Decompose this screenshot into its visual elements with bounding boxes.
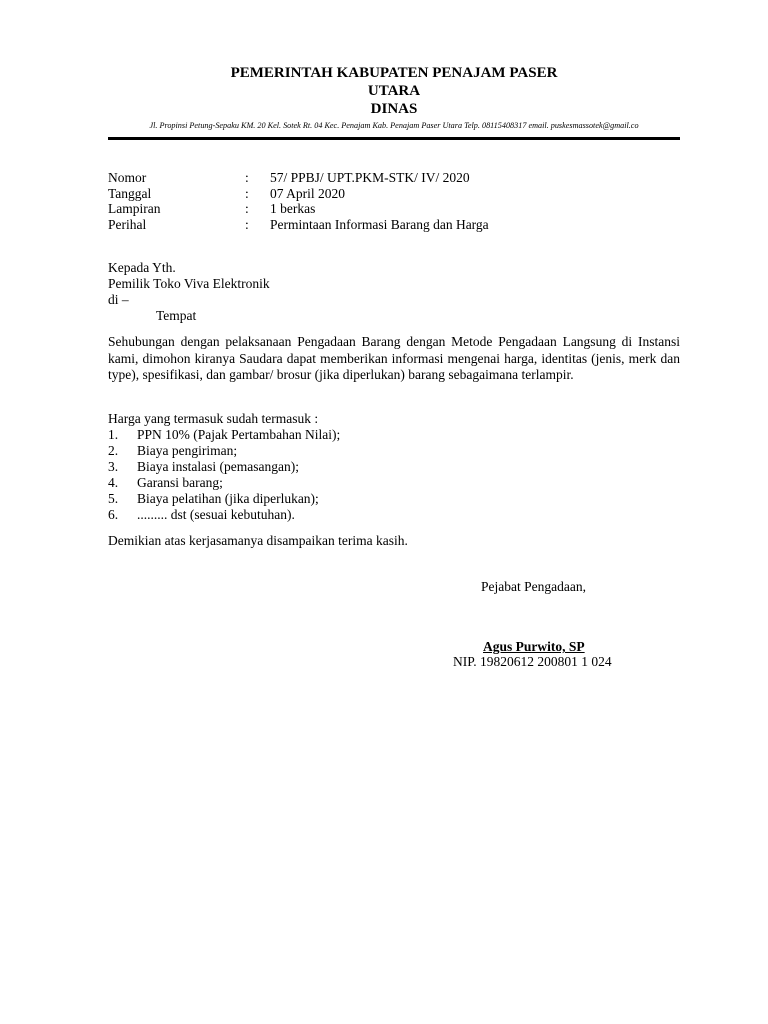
- list-item: [108, 427, 680, 443]
- list-item-number: 1.: [108, 427, 119, 442]
- list-item-text: Biaya pelatihan (jika diperlukan);: [137, 491, 319, 506]
- price-conditions: [108, 411, 680, 523]
- recipient-at: di –: [108, 292, 129, 307]
- signatory-name: Agus Purwito, SP: [483, 639, 585, 654]
- meta-colon: :: [245, 216, 249, 232]
- letterhead: [108, 64, 680, 132]
- list-item-text: Biaya instalasi (pemasangan);: [137, 459, 299, 474]
- recipient-block: [108, 260, 270, 324]
- list-item-number: 5.: [108, 491, 119, 506]
- list-item-text: Biaya pengiriman;: [137, 443, 238, 458]
- meta-value: 1 berkas: [270, 201, 316, 216]
- letter-meta: [108, 170, 680, 232]
- meta-value: Permintaan Informasi Barang dan Harga: [270, 216, 489, 232]
- meta-label: Nomor: [108, 170, 147, 185]
- list-item-text: Garansi barang;: [137, 475, 223, 490]
- meta-value: 57/ PPBJ/ UPT.PKM-STK/ IV/ 2020: [270, 170, 470, 185]
- meta-row-subject: [108, 217, 680, 233]
- list-item-number: 2.: [108, 443, 119, 458]
- list-item-number: 3.: [108, 459, 119, 474]
- meta-value: 07 April 2020: [270, 185, 346, 201]
- meta-colon: :: [245, 201, 249, 216]
- list-item-text: ......... dst (sesuai kebutuhan).: [137, 507, 295, 522]
- list-item: [108, 475, 680, 491]
- letterhead-department: DINAS: [370, 101, 418, 117]
- recipient-salutation: Kepada Yth.: [108, 260, 176, 275]
- meta-label: Perihal: [108, 216, 147, 232]
- list-item: [108, 459, 680, 475]
- recipient-name: Pemilik Toko Viva Elektronik: [108, 276, 270, 291]
- recipient-place: Tempat: [156, 308, 197, 323]
- meta-row-number: [108, 170, 680, 186]
- signatory-nip: NIP. 19820612 200801 1 024: [453, 654, 612, 669]
- letterhead-region: UTARA: [367, 83, 421, 99]
- list-item-text: PPN 10% (Pajak Pertambahan Nilai);: [137, 427, 341, 442]
- meta-row-date: [108, 186, 680, 202]
- letterhead-government: PEMERINTAH KABUPATEN PENAJAM PASER: [230, 65, 558, 81]
- meta-row-attachment: [108, 201, 680, 217]
- list-item: [108, 491, 680, 507]
- letterhead-address: Jl. Propinsi Petung-Sepaku KM. 20 Kel. Sotek Rt. 04 Kec. Penajam Kab. Penajam Paser Utara Telp. 08115408317 email. puskesmassotek@gmail.co: [149, 121, 639, 130]
- list-item: [108, 507, 680, 523]
- list-item: [108, 443, 680, 459]
- list-item-number: 6.: [108, 507, 119, 522]
- body-paragraph: Sehubungan dengan pelaksanaan Pengadaan Barang dengan Metode Pengadaan Langsung di Instansi kami, dimohon kiranya Saudara dapat memberikan informasi mengenai harga, identitas (jenis, merk dan type), spesifikasi, dan gambar/ brosur (jika diperlukan) barang sebagaimana terlampir.: [108, 334, 680, 382]
- signatory-role: Pejabat Pengadaan,: [481, 579, 586, 594]
- meta-label: Lampiran: [108, 201, 161, 216]
- price-conditions-intro: Harga yang termasuk sudah termasuk :: [108, 411, 319, 426]
- meta-colon: :: [245, 170, 249, 185]
- meta-label: Tanggal: [108, 185, 152, 201]
- letterhead-divider: [108, 137, 680, 140]
- list-item-number: 4.: [108, 475, 119, 490]
- closing-sentence: Demikian atas kerjasamanya disampaikan terima kasih.: [108, 533, 408, 548]
- meta-colon: :: [245, 185, 249, 201]
